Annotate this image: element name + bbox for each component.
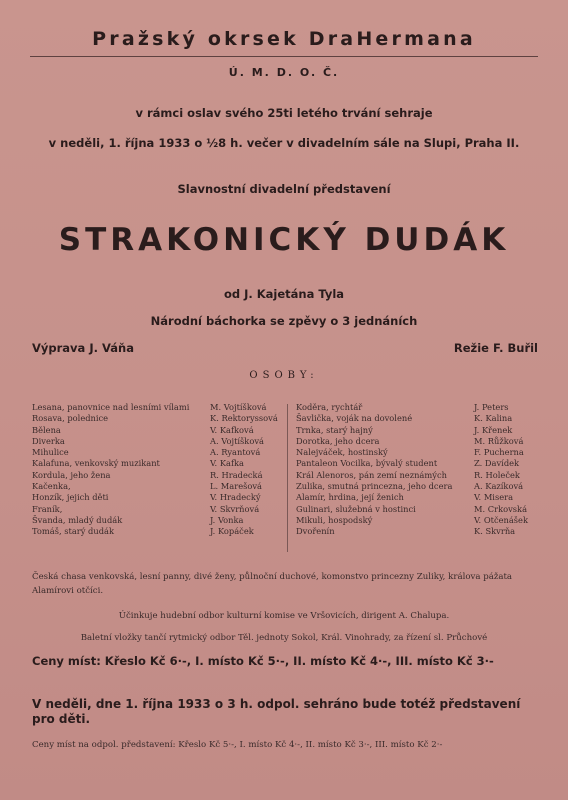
cast-role: Kalafuna, venkovský muzikant (32, 458, 160, 469)
cast-role: Koděra, rychtář (296, 402, 363, 412)
cast-row (296, 413, 546, 424)
cast-actor: J. Křenek (474, 424, 513, 435)
cast-actor: M. Vojtíšková (210, 402, 267, 412)
cast-row (32, 504, 282, 515)
cast-role: Dorotka, jeho dcera (296, 435, 380, 446)
cast-row (296, 492, 546, 503)
cast-actor: V. Hradecký (210, 492, 261, 503)
cast-row (32, 402, 282, 413)
cast-row (296, 470, 546, 481)
cast-actor: F. Pucherna (474, 447, 524, 458)
cast-row (32, 515, 282, 526)
cast-actor: V. Kafková (210, 424, 254, 435)
cast-actor: K. Kalina (474, 413, 513, 424)
cast-list-left (32, 402, 282, 538)
cast-row (296, 504, 546, 515)
cast-actor: V. Skvrňová (210, 503, 260, 514)
cast-row (32, 470, 282, 481)
cast-actor: J. Kopáček (210, 526, 254, 537)
children-ticket-prices: Ceny míst na odpol. představení: Křeslo Kč 5·-, I. místo Kč 4·-, II. místo Kč 3·-, III. místo Kč 2·- (32, 740, 443, 750)
cast-role: Zulika, smutná princezna, jeho dcera (296, 481, 453, 492)
cast-actor: J. Vonka (210, 514, 244, 525)
cast-actor: M. Crkovská (474, 503, 528, 514)
cast-row (32, 425, 282, 436)
cast-role: Honzík, jejich děti (32, 492, 109, 503)
cast-row (32, 447, 282, 458)
cast-role: Kordula, jeho žena (32, 469, 111, 480)
cast-row (296, 481, 546, 492)
cast-row (296, 436, 546, 447)
cast-row (32, 413, 282, 424)
organization-abbrev: Ú. M. D. O. Č. (228, 66, 340, 79)
play-author: od J. Kajetána Tyla (223, 287, 345, 301)
cast-role: Trnka, starý hajný (296, 424, 373, 435)
cast-role: Rosava, polednice (32, 413, 109, 424)
cast-actor: A. Vojtíšková (210, 435, 264, 446)
cast-role: Franík, (32, 503, 63, 514)
cast-role: Alamír, hrdina, její ženich (296, 492, 404, 503)
cast-row (296, 425, 546, 436)
cast-actor: K. Rektoryssová (210, 413, 278, 424)
cast-row (296, 515, 546, 526)
cast-actor: R. Hradecká (210, 469, 263, 480)
cast-role: Šavlička, voják na dovolené (296, 413, 413, 424)
header-rule (30, 56, 538, 57)
cast-list-right (296, 402, 546, 538)
ensemble-note: Česká chasa venkovská, lesní panny, divé ženy, půlnoční duchové, komonstvo princezny Zuliky, králova pážata Alamírovi otčíci. (32, 572, 513, 596)
cast-role: Mihulice (32, 447, 69, 458)
event-type: Slavnostní divadelní představení (177, 182, 391, 196)
cast-actor: V. Otčenášek (474, 514, 528, 525)
cast-row (32, 458, 282, 469)
date-line: v neděli, 1. října 1933 o ½8 h. večer v divadelním sále na Slupi, Praha II. (48, 136, 520, 150)
cast-heading: OSOBY: (249, 370, 319, 381)
cast-role: Gulinari, služebná v hostinci (296, 503, 416, 514)
cast-row (296, 402, 546, 413)
cast-role: Tomáš, starý dudák (32, 526, 115, 537)
cast-row (32, 526, 282, 537)
cast-role: Diverka (32, 435, 65, 446)
cast-actor: K. Skvrňa (474, 526, 516, 537)
cast-row (32, 481, 282, 492)
children-performance-note: V neděli, dne 1. října 1933 o 3 h. odpol. sehráno bude totéž představení pro děti. (32, 697, 521, 726)
cast-actor: Z. Davídek (474, 458, 520, 469)
cast-actor: A. Kazíková (474, 481, 524, 492)
play-title: STRAKONICKÝ DUDÁK (58, 222, 510, 258)
cast-role: Bělena (32, 424, 61, 435)
cast-role: Lesana, panovnice nad lesními vílami (32, 402, 190, 412)
dance-note: Baletní vložky tančí rytmický odbor Těl. jednoty Sokol, Král. Vinohrady, za řízení sl. Průchové (80, 633, 488, 643)
cast-role: Dvořenín (296, 526, 335, 537)
cast-row (32, 492, 282, 503)
cast-divider (287, 404, 288, 552)
play-subtitle: Národní báchorka se zpěvy o 3 jednáních (150, 314, 418, 328)
cast-actor: V. Misera (474, 492, 514, 503)
cast-row (296, 526, 546, 537)
cast-row (296, 447, 546, 458)
cast-actor: J. Peters (474, 402, 509, 412)
intro-line: v rámci oslav svého 25ti letého trvání sehraje (135, 106, 433, 120)
cast-role: Král Alenoros, pán zemí neznámých (296, 469, 447, 480)
vyprava-credit: Výprava J. Váňa (32, 341, 134, 355)
cast-role: Kačenka, (32, 481, 71, 492)
cast-role: Mikuli, hospodský (296, 514, 373, 525)
cast-role: Pantaleon Vocilka, bývalý student (296, 458, 438, 469)
cast-actor: R. Holeček (474, 469, 520, 480)
cast-row (32, 436, 282, 447)
cast-role: Nalejváček, hostinský (296, 447, 388, 458)
cast-actor: L. Marešová (210, 481, 262, 492)
cast-actor: M. Růžková (474, 435, 524, 446)
rezie-credit: Režie F. Buřil (453, 341, 538, 355)
cast-row (296, 458, 546, 469)
cast-actor: A. Ryantová (210, 447, 261, 458)
ticket-prices: Ceny míst: Křeslo Kč 6·-, I. místo Kč 5·-, II. místo Kč 4·-, III. místo Kč 3·- (32, 654, 494, 668)
organization-title: Pražský okrsek DraHermana (92, 28, 476, 50)
cast-actor: V. Kafka (210, 458, 245, 469)
music-note: Účinkuje hudební odbor kulturní komise ve Vršovicích, dirigent A. Chalupa. (118, 611, 450, 621)
cast-role: Švanda, mladý dudák (32, 514, 123, 525)
